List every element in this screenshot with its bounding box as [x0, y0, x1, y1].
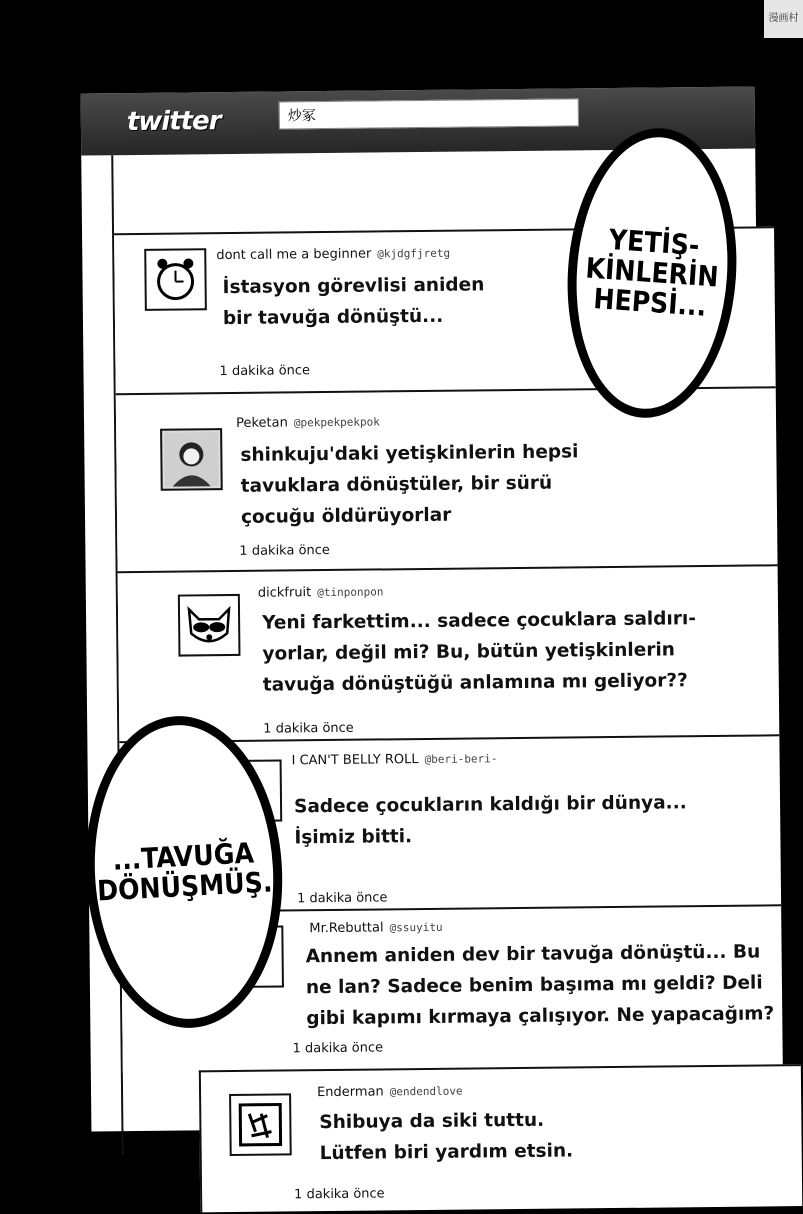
tweet[interactable] — [116, 386, 778, 573]
tweet-text: shinkuju'daki yetişkinlerin hepsi tavuklara dönüştüler, bir sürü çocuğu öldürüyorlar — [240, 436, 579, 533]
speech-bubble-top: YETİŞ- KİNLERİN HEPSİ... — [558, 122, 746, 423]
tweet-timestamp[interactable]: 1 dakika önce — [263, 721, 354, 737]
tweet-timestamp[interactable]: 1 dakika önce — [239, 543, 330, 559]
tweet-author[interactable]: I CAN'T BELLY ROLL @beri-beri- — [292, 751, 498, 768]
alarm-clock-icon[interactable] — [144, 248, 207, 311]
person-photo-icon[interactable] — [160, 428, 223, 491]
tweet-handle[interactable]: @pekpekpekpok — [294, 415, 380, 429]
tweet[interactable] — [199, 1064, 802, 1212]
tweet-author[interactable]: dickfruit @tinponpon — [258, 584, 384, 600]
tweet-handle[interactable]: @beri-beri- — [425, 752, 498, 766]
tweet-text: İstasyon görevlisi aniden bir tavuğa dönüştü... — [222, 269, 484, 334]
twitter-logo: twitter — [127, 106, 221, 137]
kanji-seal-icon[interactable] — [229, 1093, 292, 1156]
tweet[interactable] — [118, 564, 780, 743]
tweet-text: Annem aniden dev bir tavuğa dönüştü... Bu ne lan? Sadece benim başıma mı geldi? Deli gibi kapımı kırmaya çalışıyor. Ne yapacağım? — [305, 936, 774, 1034]
watermark: 漫画村 — [764, 0, 803, 38]
tweet-text: Shibuya da siki tuttu. Lütfen biri yardım etsin. — [319, 1104, 573, 1169]
tweet-handle[interactable]: @ssuyitu — [389, 921, 442, 935]
tweet-timestamp[interactable]: 1 dakika önce — [294, 1186, 385, 1202]
tweet-text: Yeni farkettim... sadece çocuklara saldırı- yorlar, değil mi? Bu, bütün yetişkinlerin tavuğa dönüştüğü anlamına mı geliyor?? — [262, 603, 697, 701]
tweet-timestamp[interactable]: 1 dakika önce — [293, 1040, 384, 1056]
raccoon-icon[interactable] — [178, 594, 241, 657]
search-input[interactable]: 炒冢 — [279, 98, 579, 129]
tweet-timestamp[interactable]: 1 dakika önce — [219, 363, 310, 379]
tweet-handle[interactable]: @tinponpon — [317, 585, 383, 599]
tweet-author[interactable]: Enderman @endendlove — [317, 1084, 463, 1101]
tweet-author[interactable]: Mr.Rebuttal @ssuyitu — [309, 920, 442, 936]
tweet-timestamp[interactable]: 1 dakika önce — [297, 890, 388, 906]
tweet-author[interactable]: Peketan @pekpekpekpok — [236, 414, 380, 431]
speech-bubble-left: ...TAVUĞA DÖNÜŞMÜŞ. — [78, 711, 290, 1033]
tweet-handle[interactable]: @endendlove — [390, 1085, 463, 1099]
tweet-handle[interactable]: @kjdgfjretg — [377, 247, 450, 261]
tweet-text: Sadece çocukların kaldığı bir dünya... İşimiz bitti. — [294, 787, 687, 853]
tweet-author[interactable]: dont call me a beginner @kjdgfjretg — [216, 246, 450, 263]
